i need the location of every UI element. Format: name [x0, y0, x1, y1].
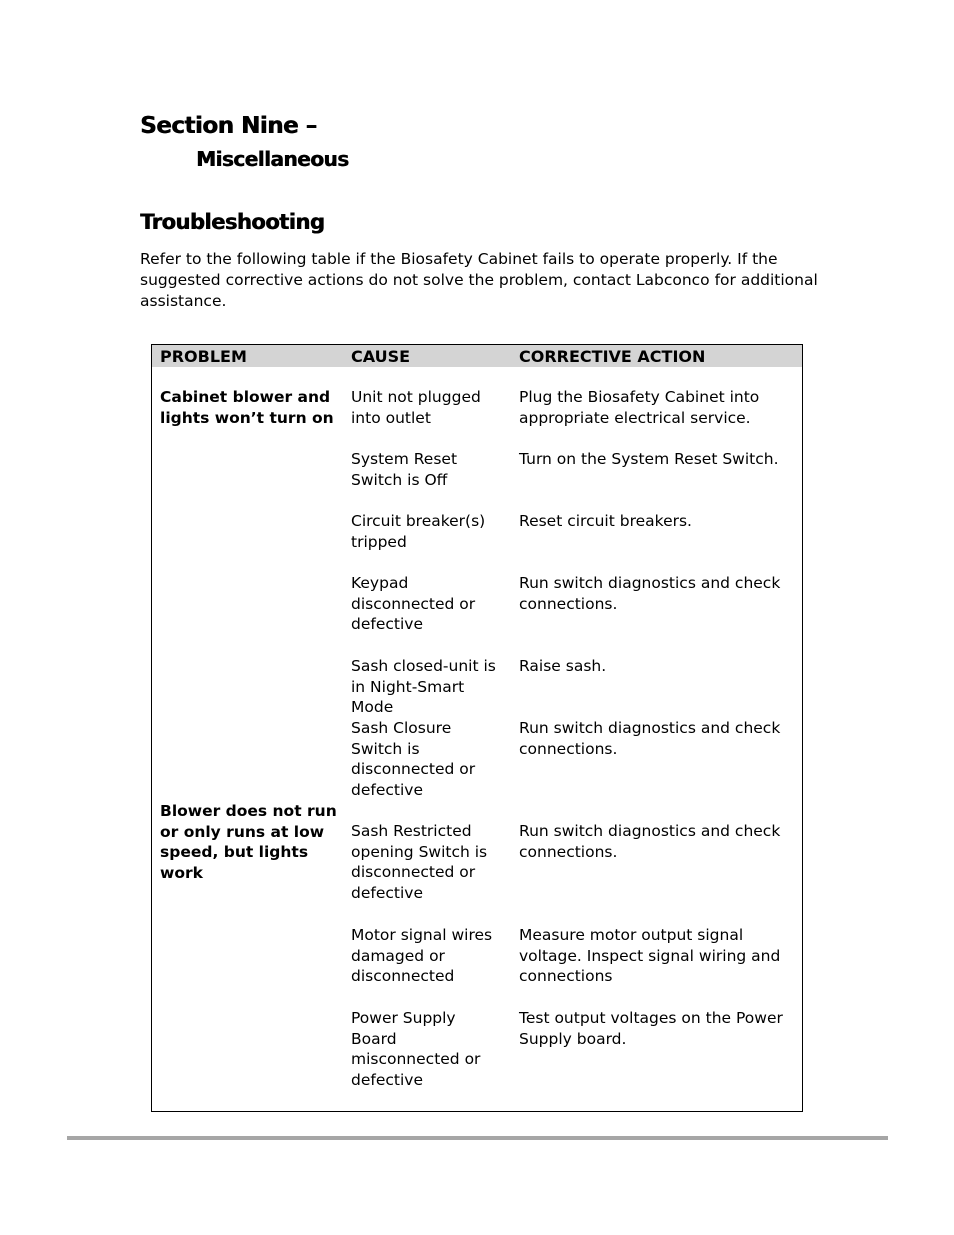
cause-cell: Unit not plugged into outlet — [351, 388, 481, 427]
cause-cell: Power Supply Board misconnected or defective — [351, 1009, 481, 1090]
action-cell: Turn on the System Reset Switch. — [519, 450, 779, 468]
section-subtitle: Miscellaneous — [196, 147, 349, 171]
action-cell: Run switch diagnostics and check connections. — [519, 822, 781, 861]
cause-cell: Sash Restricted opening Switch is disconnected or defective — [351, 822, 488, 903]
cause-cell: System Reset Switch is Off — [351, 450, 458, 489]
cause-cell: Motor signal wires damaged or disconnected — [351, 926, 493, 986]
action-cell: Run switch diagnostics and check connections. — [519, 574, 781, 613]
action-cell: Run switch diagnostics and check connections. — [519, 719, 781, 758]
problem-cell: Cabinet blower and lights won’t turn on — [160, 388, 334, 427]
cause-cell: Keypad disconnected or defective — [351, 574, 476, 634]
intro-paragraph: Refer to the following table if the Biosafety Cabinet fails to operate properly. If the suggested corrective actions do not solve the problem, contact Labconco for additional assistance. — [140, 250, 818, 310]
header-problem: PROBLEM — [160, 347, 247, 366]
cause-cell: Sash closed-unit is in Night-Smart Mode — [351, 657, 496, 717]
problem-cell: Blower does not run or only runs at low speed, but lights work — [160, 802, 337, 883]
action-cell: Plug the Biosafety Cabinet into appropriate electrical service. — [519, 388, 760, 427]
table-header-row — [152, 345, 802, 367]
troubleshooting-heading: Troubleshooting — [140, 210, 325, 234]
cause-cell: Circuit breaker(s) tripped — [351, 512, 486, 551]
header-cause: CAUSE — [351, 347, 411, 366]
action-cell: Test output voltages on the Power Supply board. — [519, 1009, 783, 1048]
cause-cell: Sash Closure Switch is disconnected or defective — [351, 719, 476, 800]
footer-rule — [67, 1136, 888, 1140]
header-corrective-action: CORRECTIVE ACTION — [519, 347, 706, 366]
troubleshooting-table — [151, 344, 803, 1112]
action-cell: Measure motor output signal voltage. Inspect signal wiring and connections — [519, 926, 781, 986]
action-cell: Raise sash. — [519, 657, 607, 675]
action-cell: Reset circuit breakers. — [519, 512, 692, 530]
section-title: Section Nine – — [140, 113, 317, 139]
